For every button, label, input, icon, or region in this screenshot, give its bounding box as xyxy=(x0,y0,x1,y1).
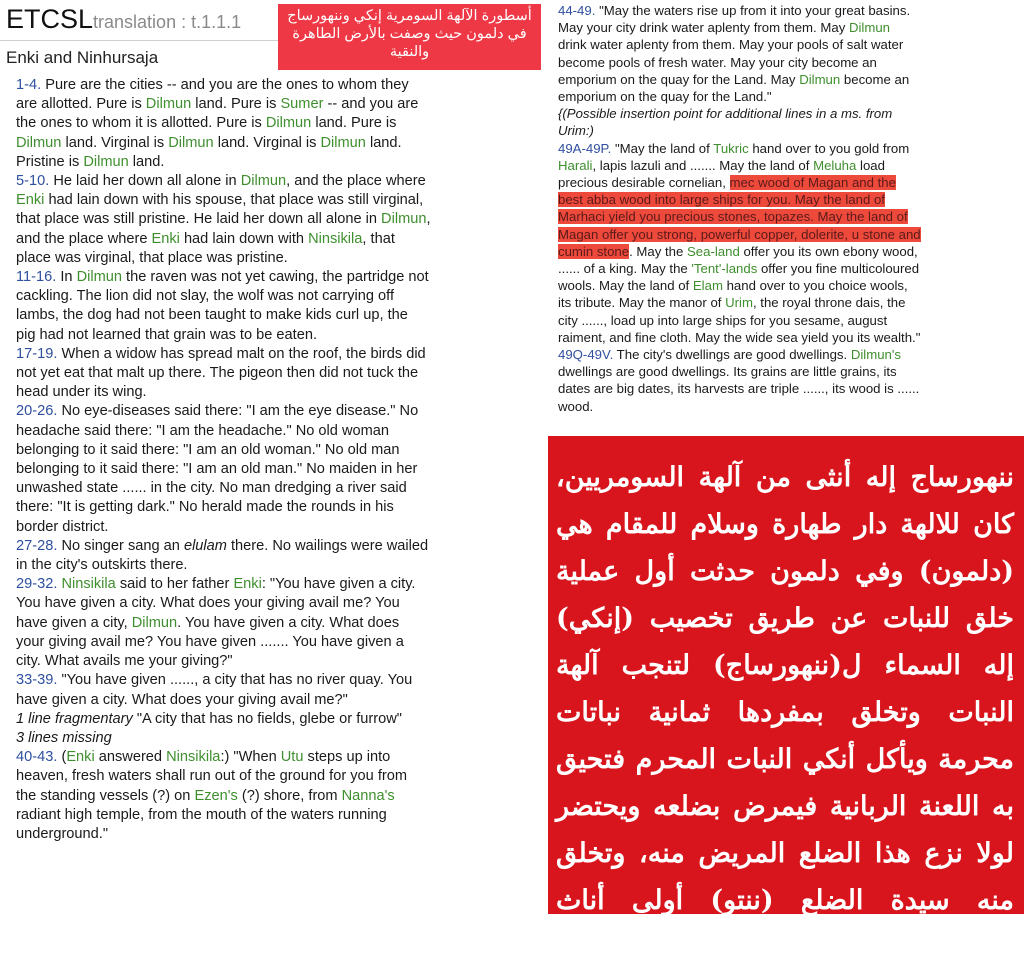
etcsl-logo xyxy=(6,4,241,35)
paragraph xyxy=(16,76,431,172)
proper-name-link[interactable]: Ninsikila xyxy=(61,576,116,593)
paragraph xyxy=(16,268,431,345)
proper-name-link[interactable]: Elam xyxy=(692,278,723,294)
text: offer you its own ebony wood, ...... of a king. May the xyxy=(558,243,918,277)
proper-name-link[interactable]: Dilmun xyxy=(131,614,178,631)
text: hand over to you choice wools, its tribute. May the manor of xyxy=(558,278,908,311)
proper-name-link[interactable]: Dilmun xyxy=(799,71,841,87)
line-number-link[interactable]: 1-4. xyxy=(16,77,42,93)
line-number-link[interactable]: 20-26. xyxy=(16,403,58,420)
line-number-link[interactable]: 49Q-49V. xyxy=(558,347,614,363)
line-number-link[interactable]: 11-16. xyxy=(16,269,57,286)
paragraph xyxy=(16,537,431,575)
proper-name-link[interactable]: Enki xyxy=(233,576,262,593)
proper-name-link[interactable]: Nanna's xyxy=(341,787,395,804)
paragraph xyxy=(16,671,431,709)
text: He laid her down all alone in xyxy=(49,173,241,190)
proper-name-link[interactable]: 'Tent'-lands xyxy=(691,261,758,277)
translation-id: translation : t.1.1.1 xyxy=(93,12,242,32)
paragraph xyxy=(558,140,922,346)
text: , and the place where xyxy=(16,211,431,247)
proper-name-link[interactable]: Tukric xyxy=(713,140,749,156)
line-number-link[interactable]: 29-32. xyxy=(16,576,58,593)
text: become an emporium on the quay for the Land." xyxy=(558,71,910,105)
text: dwellings are good dwellings. Its grains are little grains, its dates are big dates, its harvests are triple ......, its wood is ...... wood. xyxy=(558,364,920,414)
paragraph xyxy=(558,2,922,105)
paragraph xyxy=(16,172,431,268)
paragraph xyxy=(16,729,431,748)
text: , the royal throne dais, the city ......, load up into large ships for you sesame, august raiment, and fine cloth. May the wide sea yield you its wealth." xyxy=(558,295,921,345)
proper-name-link[interactable]: Urim xyxy=(725,295,753,311)
line-number-link[interactable]: 27-28. xyxy=(16,537,58,554)
right-column xyxy=(558,2,922,415)
proper-name-link[interactable]: Enki xyxy=(66,749,95,766)
proper-name-link[interactable]: Dilmun's xyxy=(850,347,901,363)
highlighted-text: mec wood of Magan and the best abba wood into large ships for you. May the land of Marhaci yield you precious stones, topazes. May the land of Magan offer you strong, powerful copper, dolerite, u stone and cumin stone xyxy=(558,175,921,259)
text: The city's dwellings are good dwellings. xyxy=(613,347,851,363)
text: offer you fine multicoloured wools. May the land of xyxy=(558,261,920,294)
line-number-link[interactable]: 5-10. xyxy=(16,173,50,190)
proper-name-link[interactable]: Harali xyxy=(558,157,593,173)
text: said to her father xyxy=(115,576,234,593)
proper-name-link[interactable]: Dilmun xyxy=(76,269,122,286)
text: land. Virginal is xyxy=(213,134,321,151)
text: had lain down with his spouse, that place was still virginal, that place was still pristine. He laid her down all alone in xyxy=(16,192,424,228)
proper-name-link[interactable]: Ninsikila xyxy=(308,230,363,247)
proper-name-link[interactable]: Dilmun xyxy=(145,96,192,113)
line-number-link[interactable]: 40-43. xyxy=(16,749,58,766)
text: steps up into heaven, fresh waters shall run out of the ground for you from the standing vessels (?) on xyxy=(16,749,408,804)
text: No singer sang an xyxy=(57,537,184,554)
proper-name-link[interactable]: Sumer xyxy=(280,96,324,113)
arabic-caption-top: أسطورة الآلهة السومرية إنكي وننهورساج في دلمون حيث وصفت بالأرض الطاهرة والنقية xyxy=(278,4,541,70)
text: :) "When xyxy=(220,749,281,766)
text: "A city that has no fields, glebe or furrow" xyxy=(132,710,402,727)
text: . You have given a city. What does your giving avail me? You have given ....... You have given a city. What avails me your giving?" xyxy=(16,614,404,670)
text: Pure are the cities -- and you are the ones to whom they are allotted. Pure is xyxy=(16,77,409,113)
text: there. No wailings were wailed in the city's outskirts there. xyxy=(16,537,429,574)
italic-note: elulam xyxy=(183,537,227,554)
proper-name-link[interactable]: Ninsikila xyxy=(166,749,221,766)
text: : "You have given a city. You have given a city. What does your giving avail me? You have given a city, xyxy=(16,576,416,631)
proper-name-link[interactable]: Dilmun xyxy=(381,211,427,228)
text: drink water aplenty from them. May your pools of salt water become pools of fresh water. May your city become an emporium on the quay for the Land. May xyxy=(558,37,904,87)
proper-name-link[interactable]: Dilmun xyxy=(240,173,287,190)
proper-name-link[interactable]: Dilmun xyxy=(265,115,312,132)
left-column xyxy=(16,76,431,844)
proper-name-link[interactable]: Meluha xyxy=(813,157,857,173)
proper-name-link[interactable]: Dilmun xyxy=(168,134,214,151)
text: hand over to you gold from xyxy=(748,140,910,156)
line-number-link[interactable]: 44-49. xyxy=(558,3,596,18)
paragraph xyxy=(16,402,431,536)
text: "May the land of xyxy=(611,140,714,156)
proper-name-link[interactable]: Dilmun xyxy=(83,153,129,170)
text: had lain down with xyxy=(179,230,309,247)
paragraph xyxy=(16,748,431,844)
proper-name-link[interactable]: Sea-land xyxy=(687,243,740,259)
text: , that place was virginal, that place was pristine. xyxy=(16,230,395,266)
text: , and the place where xyxy=(286,173,426,190)
arabic-caption-main: ننهورساج إله أنثى من آلهة السومريين، كان للالهة دار طهارة وسلام للمقام هي (دلمون) وفي دلمون حدثت أول عملية خلق للنبات عن طريق تخصيب (إنكي) إله السماء ل(ننهورساج) لتنجب آلهة النبات وتخلق بمفردها ثمانية نباتات محرمة ويأكل أنكي النبات المحرم فتحيق به اللعنة الربانية فيمرض بضلعه ويحتضر لولا نزع هذا الضلع المريض منه، وتخلق منه سيدة الضلع (ننتو) أولى أناث البشرية، هذا طبقا للأسطورة السومرية. xyxy=(548,436,1024,914)
text: the raven was not yet cawing, the partridge not cackling. The lion did not slay, the wolf was not carrying off lambs, the dog had not been taught to make kids curl up, the pig had not learned that grain was to be eaten. xyxy=(16,269,429,343)
text: ( xyxy=(57,749,67,766)
proper-name-link[interactable]: Utu xyxy=(280,749,304,766)
line-number-link[interactable]: 49A-49P. xyxy=(558,140,612,156)
paragraph xyxy=(558,346,922,415)
text: land. xyxy=(128,153,165,170)
proper-name-link[interactable]: Ezen's xyxy=(194,787,238,804)
text: land. Pure is xyxy=(191,96,281,113)
logo-text: ETCSL xyxy=(6,4,94,34)
text: "You have given ......, a city that has no river quay. You have given a city. What does your giving avail me?" xyxy=(16,672,413,708)
text: land. Pristine is xyxy=(16,134,402,170)
text: radiant high temple, from the mouth of the waters running underground." xyxy=(16,806,387,842)
proper-name-link[interactable]: Enki xyxy=(16,192,45,209)
paragraph xyxy=(16,345,431,403)
text: -- and you are the ones to whom it is allotted. Pure is xyxy=(16,96,419,132)
proper-name-link[interactable]: Dilmun xyxy=(320,134,366,151)
proper-name-link[interactable]: Dilmun xyxy=(16,134,62,151)
line-number-link[interactable]: 17-19. xyxy=(16,345,58,362)
proper-name-link[interactable]: Dilmun xyxy=(848,20,890,36)
italic-note: 3 lines missing xyxy=(16,729,112,746)
paragraph xyxy=(16,575,431,671)
text: answered xyxy=(94,749,167,766)
text: "May the waters rise up from it into your great basins. May your city drink water aplenty from them. May xyxy=(558,3,911,36)
text: In xyxy=(56,269,77,286)
text: load precious desirable cornelian, xyxy=(558,157,885,191)
text: When a widow has spread malt on the roof, the birds did not yet eat that malt up there. The pigeon then did not tuck the head under its wing. xyxy=(16,345,426,401)
paragraph xyxy=(558,105,922,139)
text: land. Pure is xyxy=(311,115,397,132)
line-number-link[interactable]: 33-39. xyxy=(16,672,58,689)
italic-note: {(Possible insertion point for additional lines in a ms. from Urim:) xyxy=(558,106,893,139)
text: land. Virginal is xyxy=(61,134,169,151)
text: No eye-diseases said there: "I am the eye disease." No headache said there: "I am the headache." No old woman belonging to it said there: "I am an old woman." No old man belonging to it said there: "I am an old man." No maiden in her unwashed state ...... in the city. No man dredging a river said there: "It is getting dark." No herald made the rounds in his border district. xyxy=(16,403,419,535)
italic-note: 1 line fragmentary xyxy=(16,710,133,727)
text: (?) shore, from xyxy=(237,787,342,804)
proper-name-link[interactable]: Enki xyxy=(151,230,180,247)
text: . May the xyxy=(629,243,688,259)
page-title: Enki and Ninhursaja xyxy=(6,48,159,67)
text: , lapis lazuli and ....... May the land of xyxy=(592,157,814,173)
paragraph xyxy=(16,710,431,729)
